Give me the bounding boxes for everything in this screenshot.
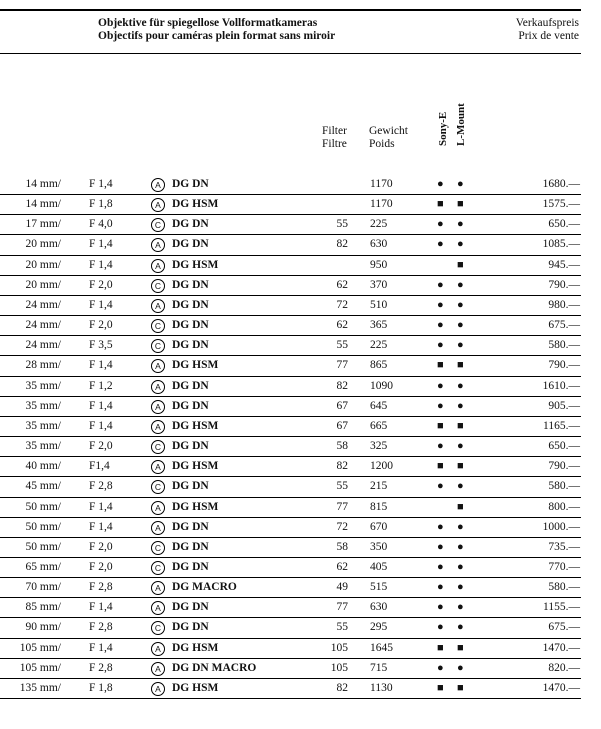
series-name: DG DN <box>172 621 209 634</box>
series-name: DG DN <box>172 218 209 231</box>
series-name: DG DN <box>172 238 209 251</box>
focal-length: 20 mm/ <box>25 238 61 251</box>
sony-e-availability: ● <box>437 440 444 453</box>
price-header <box>516 17 579 43</box>
focal-length: 24 mm/ <box>25 339 61 352</box>
sony-e-availability: ● <box>437 399 444 412</box>
sony-e-availability: ■ <box>437 198 444 211</box>
sony-e-availability: ● <box>437 238 444 251</box>
focal-length: 20 mm/ <box>25 278 61 291</box>
series-name: DG DN MACRO <box>172 661 257 674</box>
weight-value: 405 <box>370 560 388 573</box>
focal-length: 105 mm/ <box>19 661 61 674</box>
series-name: DG HSM <box>172 258 219 271</box>
l-mount-column-header: L-Mount <box>455 103 467 146</box>
table-row <box>0 417 581 437</box>
weight-value: 225 <box>370 218 388 231</box>
price-value: 1165.— <box>543 419 580 432</box>
table-row <box>0 558 581 578</box>
price-value: 820.— <box>548 661 580 674</box>
table-row <box>0 276 581 296</box>
focal-length: 20 mm/ <box>25 258 61 271</box>
filter-size: 82 <box>336 681 348 694</box>
weight-value: 510 <box>370 298 388 311</box>
series-name: DG DN <box>172 520 209 533</box>
l-mount-availability: ● <box>457 581 464 594</box>
l-mount-availability: ● <box>457 560 464 573</box>
table-row <box>0 195 581 215</box>
filter-size: 62 <box>336 278 348 291</box>
price-value: 1610.— <box>542 379 580 392</box>
aperture: F 2,8 <box>89 581 113 594</box>
series-name: DG HSM <box>172 681 219 694</box>
price-value: 580.— <box>548 581 580 594</box>
focal-length: 40 mm/ <box>25 460 61 473</box>
table-row <box>0 437 581 457</box>
filter-size: 105 <box>330 641 348 654</box>
filter-size: 82 <box>336 379 348 392</box>
lens-line-badge: A <box>151 581 165 595</box>
series-name: DG DN <box>172 440 209 453</box>
table-row <box>0 256 581 276</box>
sony-e-availability: ● <box>437 319 444 332</box>
aperture: F 2,0 <box>89 540 113 553</box>
aperture: F 1,2 <box>89 379 113 392</box>
focal-length: 35 mm/ <box>25 399 61 412</box>
series-name: DG DN <box>172 278 209 291</box>
price-value: 1085.— <box>542 238 580 251</box>
l-mount-availability: ■ <box>457 681 464 694</box>
focal-length: 24 mm/ <box>25 319 61 332</box>
lens-line-badge: A <box>151 259 165 273</box>
l-mount-availability: ● <box>457 520 464 533</box>
weight-value: 630 <box>370 601 388 614</box>
weight-value: 865 <box>370 359 388 372</box>
l-mount-availability: ● <box>457 661 464 674</box>
series-name: DG HSM <box>172 641 219 654</box>
series-name: DG HSM <box>172 460 219 473</box>
lens-line-badge: A <box>151 238 165 252</box>
price-value: 580.— <box>548 480 580 493</box>
filter-size: 77 <box>336 601 348 614</box>
filter-column-header <box>322 125 347 151</box>
weight-value: 215 <box>370 480 388 493</box>
sony-e-availability: ● <box>437 601 444 614</box>
weight-value: 325 <box>370 440 388 453</box>
price-value: 790.— <box>548 359 580 372</box>
l-mount-availability: ● <box>457 278 464 291</box>
l-mount-availability: ■ <box>457 198 464 211</box>
aperture: F 1,4 <box>89 641 113 654</box>
focal-length: 135 mm/ <box>19 681 61 694</box>
lens-line-badge: C <box>151 621 165 635</box>
focal-length: 24 mm/ <box>25 298 61 311</box>
series-name: DG DN <box>172 560 209 573</box>
table-row <box>0 538 581 558</box>
price-header-german: Verkaufspreis <box>515 17 579 29</box>
series-name: DG DN <box>172 540 209 553</box>
filter-size: 82 <box>336 238 348 251</box>
lens-line-badge: C <box>151 440 165 454</box>
top-rule <box>0 9 581 11</box>
sony-e-availability: ● <box>437 298 444 311</box>
filter-size: 72 <box>336 298 348 311</box>
l-mount-availability: ● <box>457 218 464 231</box>
sony-e-availability: ● <box>437 581 444 594</box>
title-french: Objectifs pour caméras plein format sans miroir <box>98 30 336 42</box>
focal-length: 50 mm/ <box>25 540 61 553</box>
aperture: F 2,8 <box>89 480 113 493</box>
aperture: F 2,0 <box>89 319 113 332</box>
table-row <box>0 578 581 598</box>
lens-line-badge: C <box>151 279 165 293</box>
focal-length: 50 mm/ <box>25 500 61 513</box>
filter-size: 55 <box>336 621 348 634</box>
focal-length: 14 mm/ <box>25 198 61 211</box>
filter-label-french: Filtre <box>322 138 347 150</box>
table-row <box>0 679 581 699</box>
table-row <box>0 356 581 376</box>
table-row <box>0 316 581 336</box>
weight-value: 665 <box>370 419 388 432</box>
lens-line-badge: C <box>151 561 165 575</box>
price-value: 1575.— <box>542 198 580 211</box>
price-value: 1155.— <box>543 601 580 614</box>
series-name: DG DN <box>172 399 209 412</box>
price-value: 790.— <box>548 460 580 473</box>
lens-line-badge: A <box>151 501 165 515</box>
weight-value: 1090 <box>370 379 393 392</box>
series-name: DG HSM <box>172 419 219 432</box>
focal-length: 35 mm/ <box>25 379 61 392</box>
price-value: 735.— <box>548 540 580 553</box>
series-name: DG DN <box>172 601 209 614</box>
series-name: DG MACRO <box>172 581 237 594</box>
weight-label-french: Poids <box>369 138 395 150</box>
weight-value: 365 <box>370 319 388 332</box>
price-value: 650.— <box>548 440 580 453</box>
sony-e-availability: ● <box>437 621 444 634</box>
table-row <box>0 518 581 538</box>
price-value: 675.— <box>548 621 580 634</box>
aperture: F 2,8 <box>89 661 113 674</box>
sony-e-column-header: Sony-E <box>437 111 449 146</box>
table-row <box>0 498 581 518</box>
price-value: 1680.— <box>542 178 580 190</box>
lens-line-badge: A <box>151 198 165 212</box>
price-value: 800.— <box>548 500 580 513</box>
aperture: F 1,4 <box>89 178 113 190</box>
filter-size: 67 <box>336 419 348 432</box>
aperture: F 1,4 <box>89 359 113 372</box>
aperture: F 1,4 <box>89 298 113 311</box>
table-row <box>0 618 581 638</box>
focal-length: 65 mm/ <box>25 560 61 573</box>
price-value: 945.— <box>548 258 580 271</box>
weight-label-german: Gewicht <box>369 125 408 137</box>
focal-length: 28 mm/ <box>25 359 61 372</box>
series-name: DG DN <box>172 319 209 332</box>
filter-size: 67 <box>336 399 348 412</box>
aperture: F 1,4 <box>89 238 113 251</box>
weight-value: 295 <box>370 621 388 634</box>
sony-e-availability: ● <box>437 480 444 493</box>
l-mount-availability: ● <box>457 621 464 634</box>
l-mount-availability: ■ <box>457 641 464 654</box>
table-row <box>0 336 581 356</box>
table-row <box>0 639 581 659</box>
series-name: DG DN <box>172 298 209 311</box>
lens-line-badge: A <box>151 380 165 394</box>
focal-length: 45 mm/ <box>25 480 61 493</box>
weight-value: 1170 <box>370 198 393 211</box>
aperture: F 1,4 <box>89 258 113 271</box>
focal-length: 17 mm/ <box>25 218 61 231</box>
aperture: F 3,5 <box>89 339 113 352</box>
aperture: F 4,0 <box>89 218 113 231</box>
filter-size: 55 <box>336 480 348 493</box>
header-rule <box>0 53 581 54</box>
focal-length: 14 mm/ <box>25 178 61 190</box>
sony-e-availability: ● <box>437 520 444 533</box>
series-name: DG HSM <box>172 198 219 211</box>
sony-e-availability: ● <box>437 661 444 674</box>
l-mount-availability: ● <box>457 601 464 614</box>
price-value: 980.— <box>548 298 580 311</box>
weight-value: 1170 <box>370 178 393 190</box>
l-mount-availability: ● <box>457 440 464 453</box>
series-name: DG DN <box>172 178 209 190</box>
table-row <box>0 235 581 255</box>
weight-value: 1645 <box>370 641 393 654</box>
sony-e-availability: ● <box>437 278 444 291</box>
aperture: F 2,8 <box>89 621 113 634</box>
weight-value: 1130 <box>370 681 393 694</box>
weight-value: 350 <box>370 540 388 553</box>
filter-size: 58 <box>336 440 348 453</box>
lens-line-badge: C <box>151 319 165 333</box>
sony-e-availability: ● <box>437 540 444 553</box>
focal-length: 35 mm/ <box>25 440 61 453</box>
sony-e-availability: ● <box>437 560 444 573</box>
l-mount-availability: ● <box>457 399 464 412</box>
focal-length: 85 mm/ <box>25 601 61 614</box>
l-mount-availability: ■ <box>457 500 464 513</box>
focal-length: 50 mm/ <box>25 520 61 533</box>
lens-line-badge: C <box>151 218 165 232</box>
sony-e-availability: ■ <box>437 641 444 654</box>
price-value: 1470.— <box>542 681 580 694</box>
table-row <box>0 175 581 195</box>
lens-table <box>0 175 581 699</box>
price-value: 1000.— <box>542 520 580 533</box>
sony-e-availability: ● <box>437 178 444 190</box>
filter-size: 105 <box>330 661 348 674</box>
sony-e-availability: ● <box>437 339 444 352</box>
table-row <box>0 397 581 417</box>
aperture: F 1,4 <box>89 419 113 432</box>
lens-line-badge: A <box>151 682 165 696</box>
l-mount-availability: ■ <box>457 359 464 372</box>
focal-length: 35 mm/ <box>25 419 61 432</box>
series-name: DG DN <box>172 339 209 352</box>
l-mount-availability: ■ <box>457 419 464 432</box>
l-mount-availability: ● <box>457 379 464 392</box>
lens-line-badge: A <box>151 420 165 434</box>
series-name: DG HSM <box>172 359 219 372</box>
table-row <box>0 598 581 618</box>
aperture: F 2,0 <box>89 278 113 291</box>
filter-size: 58 <box>336 540 348 553</box>
weight-value: 950 <box>370 258 388 271</box>
focal-length: 90 mm/ <box>25 621 61 634</box>
lens-line-badge: A <box>151 521 165 535</box>
focal-length: 105 mm/ <box>19 641 61 654</box>
sony-e-availability: ■ <box>437 681 444 694</box>
price-value: 650.— <box>548 218 580 231</box>
series-name: DG HSM <box>172 500 219 513</box>
l-mount-availability: ● <box>457 298 464 311</box>
filter-size: 62 <box>336 560 348 573</box>
aperture: F1,4 <box>89 460 110 473</box>
table-row <box>0 457 581 477</box>
weight-value: 815 <box>370 500 388 513</box>
series-name: DG DN <box>172 480 209 493</box>
weight-value: 370 <box>370 278 388 291</box>
table-row <box>0 377 581 397</box>
sony-e-availability: ■ <box>437 460 444 473</box>
lens-line-badge: C <box>151 541 165 555</box>
l-mount-availability: ● <box>457 319 464 332</box>
price-value: 1470.— <box>542 641 580 654</box>
sony-e-availability: ■ <box>437 359 444 372</box>
filter-size: 82 <box>336 460 348 473</box>
l-mount-availability: ■ <box>457 460 464 473</box>
lens-line-badge: A <box>151 400 165 414</box>
aperture: F 1,8 <box>89 681 113 694</box>
price-value: 770.— <box>548 560 580 573</box>
price-value: 580.— <box>548 339 580 352</box>
l-mount-availability: ● <box>457 238 464 251</box>
filter-size: 55 <box>336 218 348 231</box>
lens-line-badge: A <box>151 460 165 474</box>
series-name: DG DN <box>172 379 209 392</box>
weight-value: 1200 <box>370 460 393 473</box>
aperture: F 2,0 <box>89 560 113 573</box>
sony-e-availability: ■ <box>437 419 444 432</box>
aperture: F 2,0 <box>89 440 113 453</box>
filter-label-german: Filter <box>322 125 347 137</box>
lens-line-badge: A <box>151 359 165 373</box>
weight-value: 670 <box>370 520 388 533</box>
weight-value: 630 <box>370 238 388 251</box>
page-title <box>98 17 335 43</box>
l-mount-availability: ● <box>457 178 464 190</box>
title-german: Objektive für spiegellose Vollformatkameras <box>98 17 318 29</box>
filter-size: 62 <box>336 319 348 332</box>
table-row <box>0 296 581 316</box>
aperture: F 1,8 <box>89 198 113 211</box>
weight-column-header <box>369 125 408 151</box>
l-mount-availability: ● <box>457 480 464 493</box>
table-row <box>0 659 581 679</box>
lens-line-badge: A <box>151 299 165 313</box>
focal-length: 70 mm/ <box>25 581 61 594</box>
weight-value: 225 <box>370 339 388 352</box>
lens-line-badge: A <box>151 662 165 676</box>
sony-e-availability: ● <box>437 379 444 392</box>
aperture: F 1,4 <box>89 601 113 614</box>
aperture: F 1,4 <box>89 500 113 513</box>
l-mount-availability: ● <box>457 540 464 553</box>
table-row <box>0 215 581 235</box>
price-header-french: Prix de vente <box>518 30 579 42</box>
lens-line-badge: C <box>151 339 165 353</box>
weight-value: 715 <box>370 661 388 674</box>
lens-line-badge: A <box>151 601 165 615</box>
aperture: F 1,4 <box>89 520 113 533</box>
table-row <box>0 477 581 497</box>
l-mount-availability: ● <box>457 339 464 352</box>
l-mount-availability: ■ <box>457 258 464 271</box>
sony-e-availability: ● <box>437 218 444 231</box>
weight-value: 515 <box>370 581 388 594</box>
filter-size: 72 <box>336 520 348 533</box>
filter-size: 77 <box>336 359 348 372</box>
lens-line-badge: C <box>151 480 165 494</box>
filter-size: 77 <box>336 500 348 513</box>
lens-line-badge: A <box>151 178 165 192</box>
price-value: 905.— <box>548 399 580 412</box>
price-value: 675.— <box>548 319 580 332</box>
price-value: 790.— <box>548 278 580 291</box>
lens-line-badge: A <box>151 642 165 656</box>
filter-size: 49 <box>336 581 348 594</box>
filter-size: 55 <box>336 339 348 352</box>
aperture: F 1,4 <box>89 399 113 412</box>
weight-value: 645 <box>370 399 388 412</box>
